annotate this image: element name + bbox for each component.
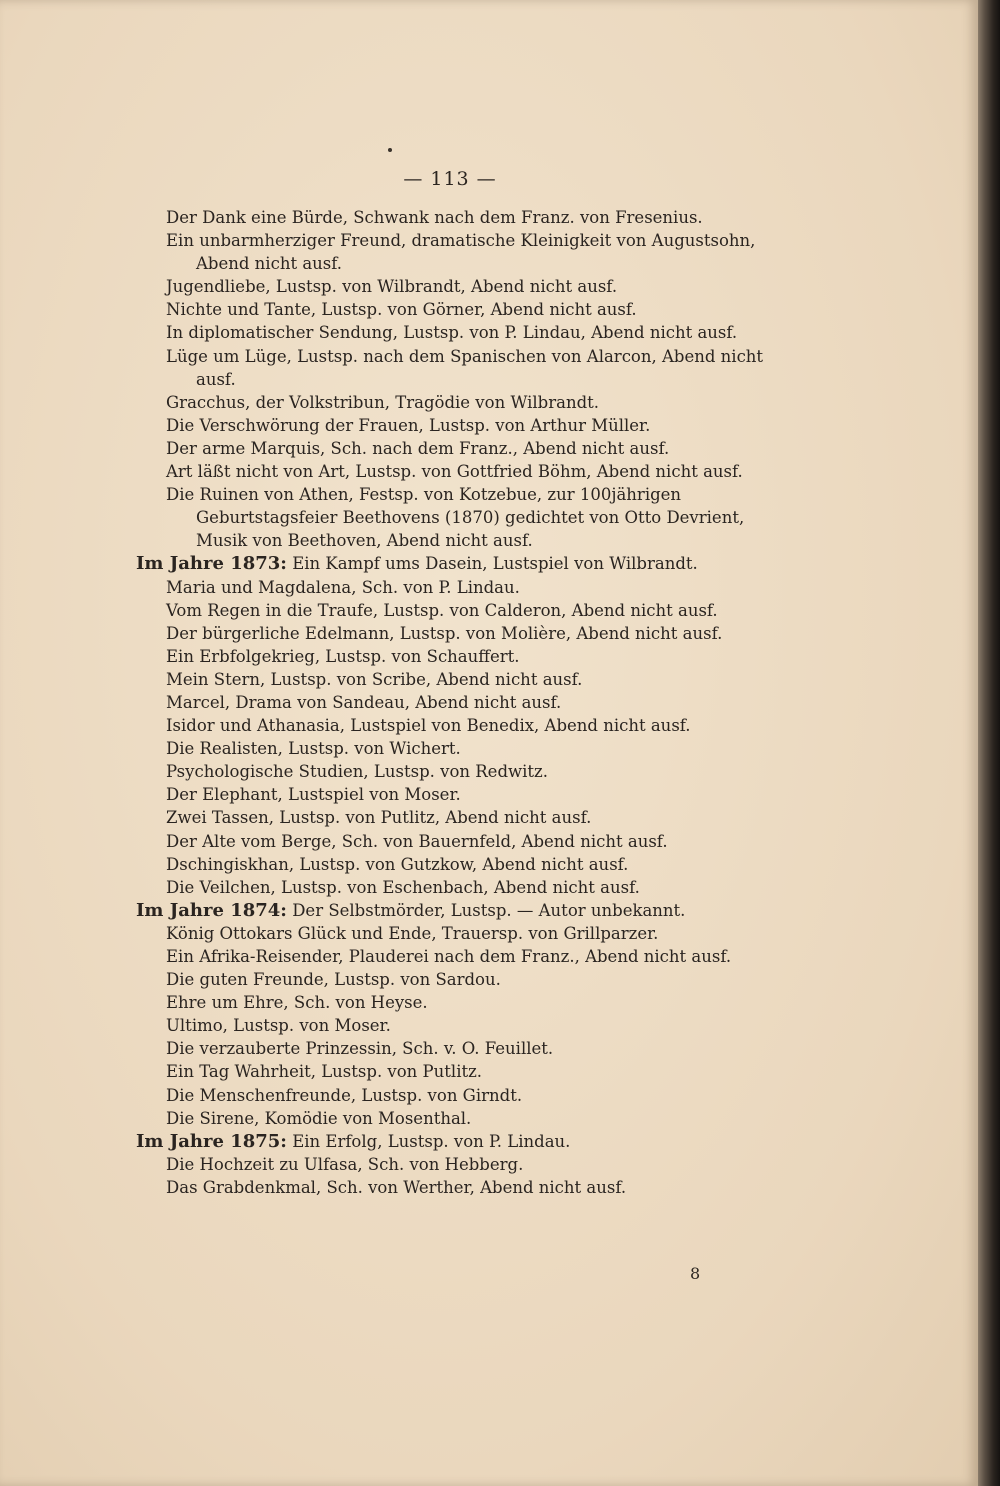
year-label: Im Jahre 1873: — [136, 553, 287, 575]
list-item: Die Veilchen, Lustsp. von Eschenbach, Abend nicht ausf. — [166, 877, 640, 897]
list-item: Ein Tag Wahrheit, Lustsp. von Putlitz. — [166, 1062, 483, 1082]
list-item: Mein Stern, Lustsp. von Scribe, Abend nicht ausf. — [166, 669, 583, 689]
list-item: Ein unbarmherziger Freund, dramatische Kleinigkeit von Augustsohn, Abend nicht ausf. — [166, 231, 756, 274]
list-item: Ehre um Ehre, Sch. von Heyse. — [166, 993, 428, 1013]
text-block — [136, 206, 796, 1199]
entries-before-1873 — [136, 206, 796, 552]
list-item: In diplomatischer Sendung, Lustsp. von P. Lindau, Abend nicht ausf. — [166, 323, 738, 343]
list-item: Der Dank eine Bürde, Schwank nach dem Franz. von Fresenius. — [166, 208, 703, 227]
list-item: Der arme Marquis, Sch. nach dem Franz., Abend nicht ausf. — [166, 438, 670, 458]
list-item: Der Elephant, Lustspiel von Moser. — [166, 785, 461, 805]
list-item: Die Hochzeit zu Ulfasa, Sch. von Hebberg. — [166, 1154, 524, 1174]
year-section-1874 — [136, 899, 796, 1130]
year-first-entry: Ein Erfolg, Lustsp. von P. Lindau. — [292, 1131, 571, 1151]
year-line — [136, 1130, 796, 1153]
list-item: Nichte und Tante, Lustsp. von Görner, Abend nicht ausf. — [166, 300, 637, 320]
list-item: Der Alte vom Berge, Sch. von Bauernfeld, Abend nicht ausf. — [166, 831, 668, 851]
year-label: Im Jahre 1875: — [136, 1130, 287, 1152]
year-first-entry: Ein Kampf ums Dasein, Lustspiel von Wilbrandt. — [292, 554, 698, 574]
list-item: Die Menschenfreunde, Lustsp. von Girndt. — [166, 1085, 523, 1105]
year-section-1875 — [136, 1130, 796, 1199]
list-item: Gracchus, der Volkstribun, Tragödie von Wilbrandt. — [166, 392, 600, 412]
year-section-1873 — [136, 552, 796, 898]
list-item: Das Grabdenkmal, Sch. von Werther, Abend nicht ausf. — [166, 1177, 627, 1197]
year-line — [136, 899, 796, 922]
list-item: Marcel, Drama von Sandeau, Abend nicht ausf. — [166, 692, 562, 712]
list-item: Der bürgerliche Edelmann, Lustsp. von Molière, Abend nicht ausf. — [166, 623, 723, 643]
list-item: Zwei Tassen, Lustsp. von Putlitz, Abend nicht ausf. — [166, 808, 592, 828]
signature-mark: 8 — [690, 1264, 701, 1283]
list-item: König Ottokars Glück und Ende, Trauersp. von Grillparzer. — [166, 923, 659, 943]
list-item: Die Verschwörung der Frauen, Lustsp. von Arthur Müller. — [166, 415, 651, 435]
list-item: Ein Erbfolgekrieg, Lustsp. von Schauffert. — [166, 646, 520, 666]
year-first-entry: Der Selbstmörder, Lustsp. — Autor unbekannt. — [292, 900, 686, 920]
list-item: Ein Afrika-Reisender, Plauderei nach dem Franz., Abend nicht ausf. — [166, 947, 732, 966]
year-label: Im Jahre 1874: — [136, 899, 287, 921]
list-item: Jugendliebe, Lustsp. von Wilbrandt, Abend nicht ausf. — [166, 277, 618, 297]
list-item: Art läßt nicht von Art, Lustsp. von Gottfried Böhm, Abend nicht ausf. — [166, 462, 743, 482]
list-item: Dschingiskhan, Lustsp. von Gutzkow, Abend nicht ausf. — [166, 854, 629, 874]
page-number: — 113 — — [403, 168, 497, 190]
book-binding — [978, 0, 1000, 1486]
list-item: Isidor und Athanasia, Lustspiel von Benedix, Abend nicht ausf. — [166, 716, 691, 736]
list-item: Die guten Freunde, Lustsp. von Sardou. — [166, 970, 501, 990]
list-item: Die Sirene, Komödie von Mosenthal. — [166, 1108, 472, 1128]
list-item: Die Ruinen von Athen, Festsp. von Kotzebue, zur 100jährigen Geburtstagsfeier Beethovens (1870) gedichtet von Otto Devrient, Musik von Beethoven, Abend nicht ausf. — [166, 485, 745, 551]
list-item: Die Realisten, Lustsp. von Wichert. — [166, 739, 461, 759]
ink-dot — [388, 148, 392, 152]
list-item: Lüge um Lüge, Lustsp. nach dem Spanischen von Alarcon, Abend nicht ausf. — [166, 346, 764, 389]
list-item: Die verzauberte Prinzessin, Sch. v. O. Feuillet. — [166, 1039, 554, 1059]
list-item: Maria und Magdalena, Sch. von P. Lindau. — [166, 577, 520, 597]
list-item: Psychologische Studien, Lustsp. von Redwitz. — [166, 762, 548, 782]
year-line — [136, 552, 796, 575]
list-item: Ultimo, Lustsp. von Moser. — [166, 1016, 391, 1036]
list-item: Vom Regen in die Traufe, Lustsp. von Calderon, Abend nicht ausf. — [166, 600, 718, 620]
